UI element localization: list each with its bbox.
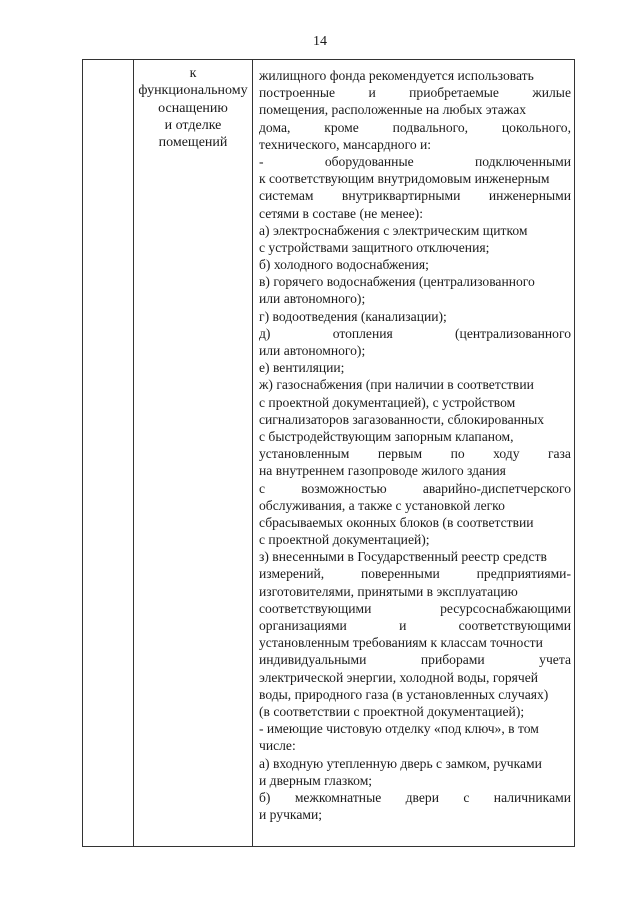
requirement-line: е) вентиляции; [259, 360, 345, 376]
category-line: к [189, 66, 197, 81]
requirement-line: б) межкомнатные двери с наличниками [259, 789, 571, 805]
category-line: и отделке [164, 117, 222, 133]
row-number-cell [83, 60, 134, 846]
requirement-line: с устройствами защитного отключения; [259, 239, 490, 255]
requirement-line: сетями в составе (не менее): [259, 205, 423, 221]
requirement-line: к соответствующим внутридомовым инженерным [259, 171, 550, 187]
requirements-cell [253, 60, 574, 846]
requirement-line: ж) газоснабжения (при наличии в соответствии [259, 377, 534, 393]
requirement-line: с быстродействующим запорным клапаном, [259, 428, 514, 444]
requirement-line: дома, кроме подвального, цокольного, [259, 119, 571, 135]
requirement-line: на внутреннем газопроводе жилого здания [259, 463, 506, 479]
requirement-line: а) электроснабжения с электрическим щитком [259, 222, 528, 238]
requirement-line: з) внесенными в Государственный реестр средств [259, 549, 547, 565]
requirement-line: системам внутриквартирными инженерными [259, 188, 571, 204]
requirement-line: организациями и соответствующими [259, 618, 571, 633]
requirement-line: в) горячего водоснабжения (централизованного [259, 274, 535, 290]
requirement-line: индивидуальными приборами учета [259, 652, 571, 668]
requirement-line: построенные и приобретаемые жилые [259, 85, 571, 101]
requirement-line: помещения, расположенные на любых этажах [259, 102, 526, 118]
requirement-line: сбрасываемых оконных блоков (в соответствии [259, 514, 534, 530]
requirement-line: или автономного); [259, 343, 366, 358]
category-line: оснащению [158, 100, 228, 116]
requirement-line: технического, мансардного и: [259, 136, 432, 152]
requirement-line: соответствующими ресурсоснабжающими [259, 600, 571, 616]
page-number: 14 [313, 34, 327, 49]
requirement-line: установленным первым по ходу газа [259, 446, 571, 462]
requirements-table [82, 59, 575, 847]
category-line: помещений [158, 135, 228, 151]
requirement-line: с возможностью аварийно-диспетчерского [259, 480, 571, 496]
requirement-line: д) отопления (централизованного [259, 325, 571, 341]
requirement-line: обслуживания, а также с установкой легко [259, 497, 505, 513]
requirement-line: (в соответствии с проектной документацией); [259, 703, 525, 719]
requirement-line: установленным требованиям к классам точности [259, 635, 543, 651]
requirement-line: и дверным глазком; [259, 772, 373, 788]
requirement-line: изготовителями, принятыми в эксплуатацию [259, 583, 518, 599]
category-line: функциональному [138, 83, 248, 99]
requirement-line: и ручками; [259, 807, 323, 823]
requirement-line: с проектной документацией); [259, 532, 430, 548]
requirement-line: б) холодного водоснабжения; [259, 257, 429, 273]
requirement-line: электрической энергии, холодной воды, горячей [259, 669, 539, 685]
requirement-line: - имеющие чистовую отделку «под ключ», в том [259, 721, 539, 737]
requirement-line: с проектной документацией), с устройством [259, 394, 516, 410]
requirement-line: измерений, поверенными предприятиями- [259, 566, 571, 582]
requirement-line: числе: [259, 738, 296, 754]
requirement-line: а) входную утепленную дверь с замком, ручками [259, 755, 542, 771]
requirement-line: воды, природного газа (в установленных случаях) [259, 686, 549, 702]
requirement-line: г) водоотведения (канализации); [259, 308, 447, 324]
requirement-line: жилищного фонда рекомендуется использовать [259, 68, 534, 83]
requirement-line: - оборудованные подключенными [259, 153, 571, 169]
category-cell [134, 60, 253, 846]
requirement-line: сигнализаторов загазованности, сблокированных [259, 411, 545, 427]
requirement-line: или автономного); [259, 291, 366, 307]
